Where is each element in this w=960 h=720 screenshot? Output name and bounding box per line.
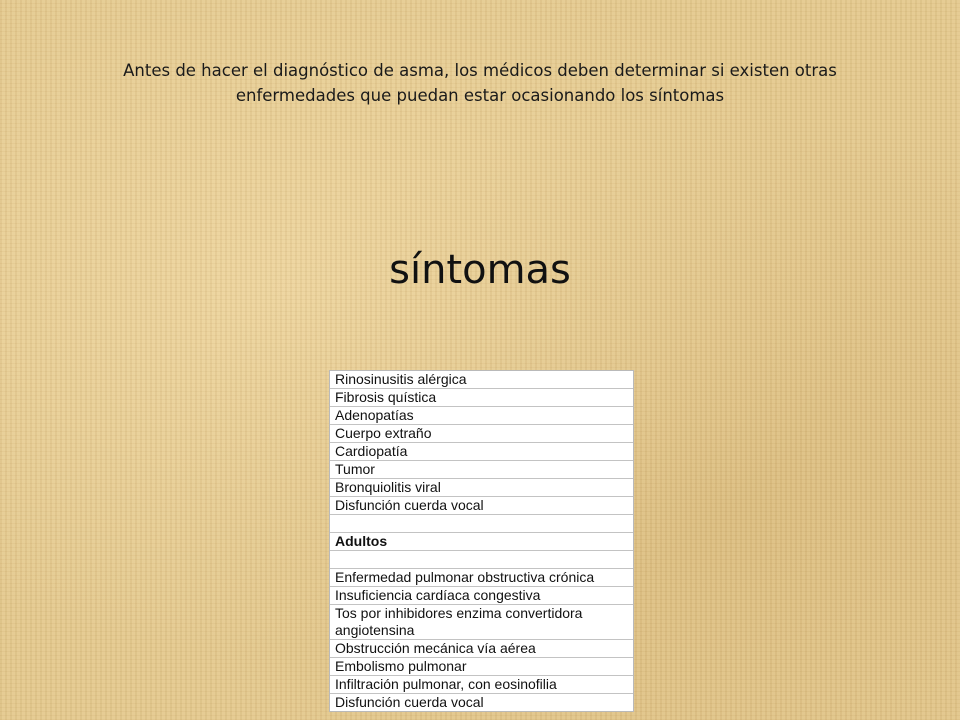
slide-subtitle — [80, 58, 880, 108]
table-row: Insuficiencia cardíaca congestiva — [330, 587, 633, 605]
table-row: Cardiopatía — [330, 443, 633, 461]
slide-title: síntomas — [389, 247, 571, 293]
table-row: Enfermedad pulmonar obstructiva crónica — [330, 569, 633, 587]
table-row-empty — [330, 515, 633, 533]
table-row: Obstrucción mecánica vía aérea — [330, 640, 633, 658]
differential-diagnosis-table — [329, 370, 634, 712]
table-row: Rinosinusitis alérgica — [330, 371, 633, 389]
table-row: Disfunción cuerda vocal — [330, 497, 633, 515]
table-row: Embolismo pulmonar — [330, 658, 633, 676]
subtitle-line-1: Antes de hacer el diagnóstico de asma, los médicos deben determinar si existen otras — [123, 61, 837, 80]
table-row: Infiltración pulmonar, con eosinofilia — [330, 676, 633, 694]
table-row: Disfunción cuerda vocal — [335, 694, 484, 710]
table-row: Tumor — [330, 461, 633, 479]
table-row: Fibrosis quística — [330, 389, 633, 407]
table-row-empty — [330, 551, 633, 569]
table-section-header-adultos: Adultos — [330, 533, 633, 551]
table-row: Tos por inhibidores enzima convertidora angiotensina — [330, 605, 633, 640]
table-row: Bronquiolitis viral — [330, 479, 633, 497]
subtitle-line-2: enfermedades que puedan estar ocasionando los síntomas — [235, 86, 725, 105]
table-row: Cuerpo extraño — [330, 425, 633, 443]
table-row: Adenopatías — [330, 407, 633, 425]
